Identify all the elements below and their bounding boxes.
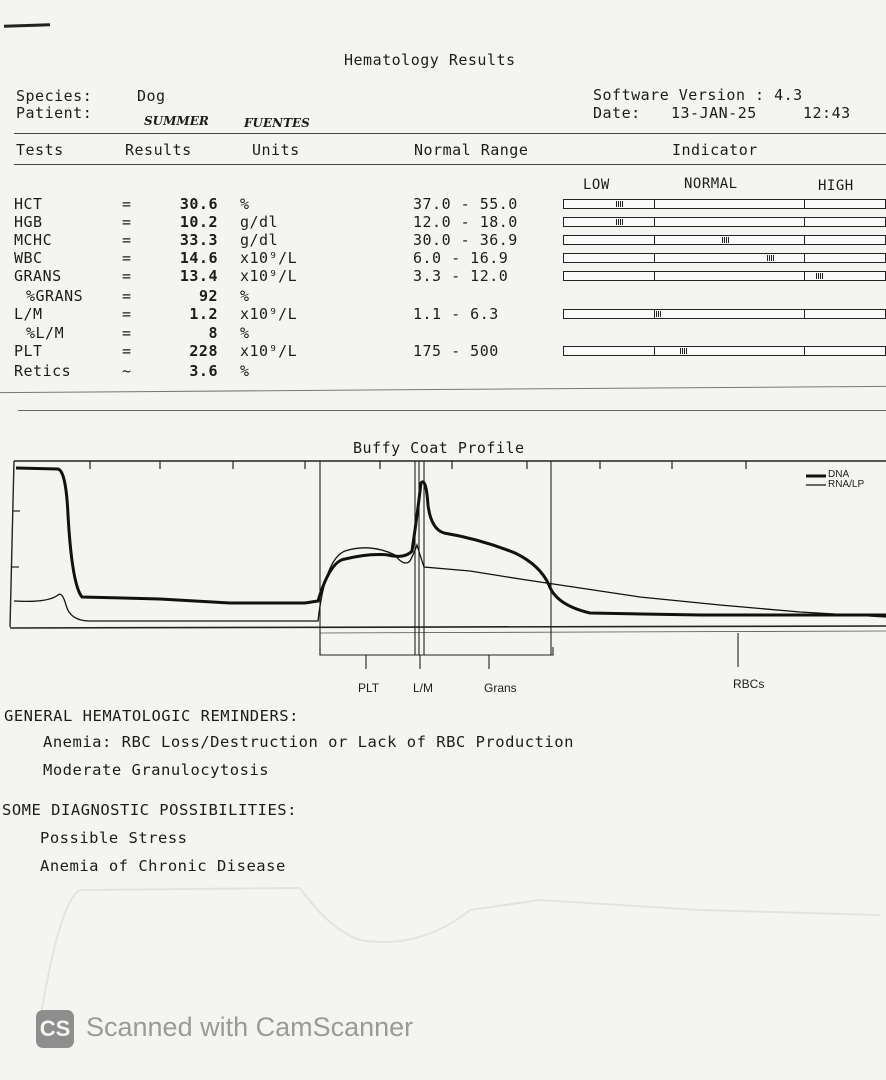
row-range: 30.0 - 36.9	[413, 231, 518, 249]
diagnostic-item: Possible Stress	[40, 829, 188, 847]
row-result: 10.2	[179, 213, 218, 231]
row-test: GRANS	[14, 267, 62, 285]
row-unit: x10⁹/L	[240, 267, 298, 285]
torn-edge	[0, 386, 886, 393]
row-result: 3.6	[189, 362, 218, 380]
buffy-coat-chart	[0, 455, 886, 705]
indicator-normal-label: NORMAL	[684, 176, 738, 192]
camscanner-watermark: Scanned with CamScanner	[86, 1012, 414, 1042]
zone-label-grans: Grans	[484, 681, 517, 695]
indicator-marker	[680, 348, 687, 354]
column-rule	[14, 164, 886, 165]
col-units: Units	[252, 141, 300, 159]
header-rule	[14, 133, 886, 134]
row-unit: %	[240, 287, 250, 305]
patient-last-name: FUENTES	[244, 116, 310, 130]
row-unit: %	[240, 195, 250, 213]
col-tests: Tests	[16, 141, 64, 159]
top-ticks	[90, 461, 746, 469]
row-unit: x10⁹/L	[240, 249, 298, 267]
zone-label-rbcs: RBCs	[733, 677, 765, 691]
row-test: L/M	[14, 305, 43, 323]
row-unit: %	[240, 362, 250, 380]
row-range: 37.0 - 55.0	[413, 195, 518, 213]
row-range: 12.0 - 18.0	[413, 213, 518, 231]
row-unit: x10⁹/L	[240, 305, 298, 323]
row-unit: %	[240, 324, 250, 342]
indicator-marker	[616, 201, 623, 207]
diagnostic-item: Anemia of Chronic Disease	[40, 857, 286, 875]
row-result: 8	[208, 324, 218, 342]
patient-label: Patient:	[16, 104, 93, 122]
indicator-divider	[654, 253, 655, 263]
row-unit: g/dl	[240, 231, 279, 249]
indicator-divider	[804, 309, 805, 319]
chart-baseline-2	[320, 631, 886, 633]
lower-rule	[18, 410, 886, 411]
reminder-item: Anemia: RBC Loss/Destruction or Lack of RBC Production	[43, 733, 574, 751]
row-range: 1.1 - 6.3	[413, 305, 499, 323]
row-test: WBC	[14, 249, 43, 267]
row-equals: =	[122, 324, 132, 342]
zone-label-lm: L/M	[413, 681, 434, 695]
row-test: MCHC	[14, 231, 53, 249]
indicator-divider	[804, 271, 805, 281]
profile-title: Buffy Coat Profile	[353, 439, 525, 457]
indicator-divider	[804, 253, 805, 263]
scan-mark	[4, 23, 50, 28]
software-version: Software Version : 4.3	[593, 86, 803, 104]
row-test: %GRANS	[26, 287, 84, 305]
row-equals: =	[122, 305, 132, 323]
indicator-divider	[804, 217, 805, 227]
species-value: Dog	[137, 87, 166, 105]
row-equals: =	[122, 249, 132, 267]
indicator-bar	[563, 253, 886, 263]
row-unit: g/dl	[240, 213, 279, 231]
row-range: 6.0 - 16.9	[413, 249, 509, 267]
row-range: 175 - 500	[413, 342, 499, 360]
row-equals: =	[122, 287, 132, 305]
indicator-bar	[563, 235, 886, 245]
row-test: HCT	[14, 195, 43, 213]
col-indicator: Indicator	[672, 141, 758, 159]
row-test: Retics	[14, 362, 72, 380]
time-value: 12:43	[803, 104, 851, 122]
indicator-divider	[654, 235, 655, 245]
row-equals: =	[122, 342, 132, 360]
date-value: 13-JAN-25	[671, 104, 757, 122]
legend-dna-label: DNA	[828, 469, 850, 480]
indicator-marker	[767, 255, 774, 261]
row-result: 92	[198, 287, 218, 305]
diagnostics-heading: SOME DIAGNOSTIC POSSIBILITIES:	[2, 801, 297, 819]
species-label: Species:	[16, 87, 93, 105]
row-result: 1.2	[189, 305, 218, 323]
indicator-high-label: HIGH	[818, 178, 854, 194]
indicator-divider	[804, 235, 805, 245]
row-test: %L/M	[26, 324, 65, 342]
zone-label-plt: PLT	[358, 681, 380, 695]
indicator-bar	[563, 309, 886, 319]
indicator-divider	[654, 217, 655, 227]
row-unit: x10⁹/L	[240, 342, 298, 360]
date-label: Date:	[593, 104, 641, 122]
reminder-item: Moderate Granulocytosis	[43, 761, 270, 779]
indicator-divider	[654, 199, 655, 209]
indicator-bar	[563, 346, 886, 356]
reminders-heading: GENERAL HEMATOLOGIC REMINDERS:	[4, 707, 299, 725]
row-equals: =	[122, 213, 132, 231]
rna-lp-curve	[14, 545, 886, 621]
indicator-marker	[816, 273, 823, 279]
indicator-divider	[804, 346, 805, 356]
col-normal-range: Normal Range	[414, 141, 529, 159]
dna-curve	[16, 468, 886, 615]
row-range: 3.3 - 12.0	[413, 267, 509, 285]
legend-rna-label: RNA/LP	[828, 479, 865, 490]
row-result: 13.4	[179, 267, 218, 285]
row-test: HGB	[14, 213, 43, 231]
indicator-marker	[654, 311, 661, 317]
indicator-bar	[563, 271, 886, 281]
row-equals: =	[122, 195, 132, 213]
row-result: 228	[189, 342, 218, 360]
row-equals: =	[122, 231, 132, 249]
chart-left-axis	[10, 461, 14, 627]
zone-bracket	[320, 633, 738, 669]
camscanner-logo: CS	[36, 1010, 74, 1048]
indicator-divider	[654, 271, 655, 281]
col-results: Results	[125, 141, 192, 159]
row-result: 33.3	[179, 231, 218, 249]
row-equals: ~	[122, 362, 132, 380]
indicator-marker	[616, 219, 623, 225]
row-test: PLT	[14, 342, 43, 360]
indicator-marker	[722, 237, 729, 243]
indicator-bar	[563, 199, 886, 209]
indicator-low-label: LOW	[583, 177, 610, 193]
patient-first-name: SUMMER	[144, 114, 209, 128]
report-title: Hematology Results	[344, 51, 516, 69]
row-equals: =	[122, 267, 132, 285]
indicator-divider	[804, 199, 805, 209]
indicator-bar	[563, 217, 886, 227]
indicator-divider	[654, 346, 655, 356]
row-result: 30.6	[179, 195, 218, 213]
chart-baseline	[10, 626, 886, 628]
row-result: 14.6	[179, 249, 218, 267]
